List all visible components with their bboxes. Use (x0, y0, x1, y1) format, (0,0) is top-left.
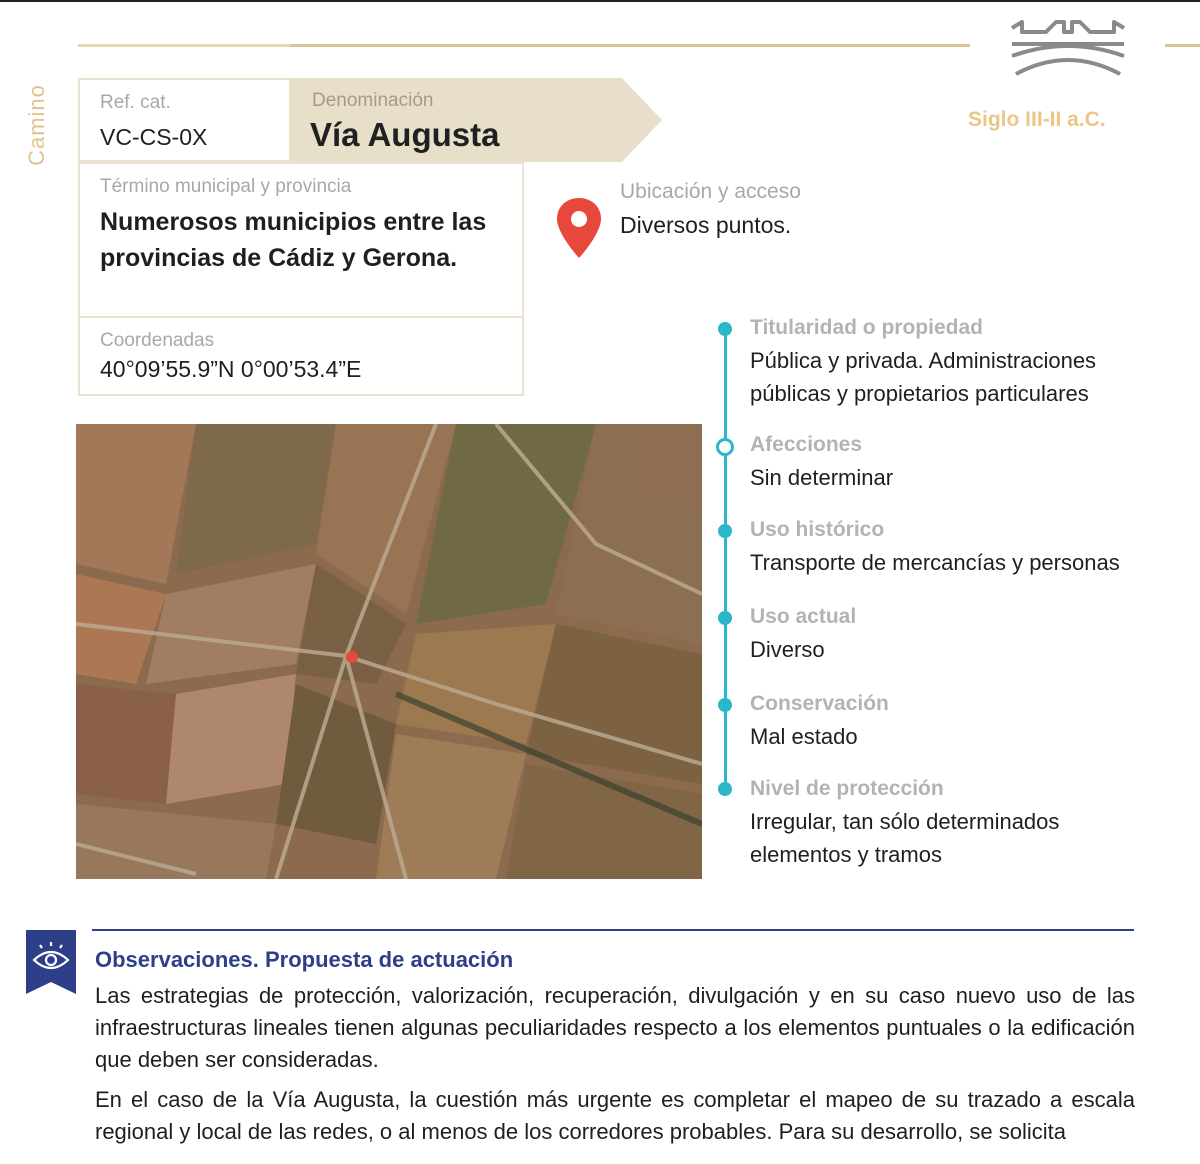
timeline-dot (718, 524, 732, 538)
header-rule-right (1165, 44, 1200, 47)
ref-cat-label: Ref. cat. (100, 92, 171, 113)
ubicacion-block (620, 180, 801, 239)
timeline-dot (718, 611, 732, 625)
denominacion-box (290, 78, 662, 162)
ref-cat-value: VC-CS-0X (100, 124, 208, 150)
observaciones-rule (92, 929, 1134, 931)
top-border (0, 0, 1200, 2)
timeline-dot-hollow (716, 438, 734, 456)
timeline-item-titularidad: Titularidad o propiedad Pública y privada. Administraciones públicas y propietarios particulares (750, 316, 1097, 406)
timeline-dot (718, 782, 732, 796)
timeline-item-uso-historico: Uso histórico Transporte de mercancías y personas (750, 518, 1120, 575)
observaciones-paragraph: Las estrategias de protección, valorización, recuperación, divulgación y en su caso nuevo uso de las infraestructuras lineales tienen algunas peculiaridades respecto a los elementos puntuales o la edificación que deben ser consideradas. (95, 983, 1135, 1072)
observaciones-body (95, 980, 1135, 1156)
timeline-item-proteccion: Nivel de protección Irregular, tan sólo determinados elementos y tramos (750, 777, 1060, 867)
timeline-item-uso-actual: Uso actual Diverso (750, 605, 857, 662)
termino-label: Término municipal y provincia (100, 176, 352, 197)
timeline-item-afecciones: Afecciones Sin determinar (750, 433, 894, 490)
eye-icon (26, 930, 76, 994)
observaciones-title: Observaciones. Propuesta de actuación (95, 947, 514, 972)
ref-cat-box (78, 78, 291, 162)
coordenadas-value: 40°09’55.9”N 0°00’53.4”E (100, 356, 362, 382)
timeline-dot (718, 698, 732, 712)
termino-box (78, 162, 524, 318)
coordenadas-label: Coordenadas (100, 330, 215, 351)
ubicacion-value: Diversos puntos. (620, 212, 792, 238)
denominacion-label: Denominación (312, 90, 434, 111)
category-side-label: Camino (24, 84, 49, 166)
timeline-line (724, 329, 727, 789)
coordenadas-box (78, 316, 524, 396)
header-rule-left (78, 44, 290, 47)
aerial-photo (76, 424, 702, 879)
header-rule-main (290, 44, 970, 47)
ubicacion-label: Ubicación y acceso (620, 180, 801, 203)
century-label: Siglo III-II a.C. (968, 108, 1106, 131)
timeline-item-conservacion: Conservación Mal estado (750, 692, 889, 749)
location-pin-icon (555, 196, 603, 260)
termino-value: Numerosos municipios entre las provincias de Cádiz y Gerona. (100, 208, 487, 272)
bridge-logo-icon (1008, 18, 1128, 78)
denominacion-value: Vía Augusta (310, 116, 500, 153)
timeline-dot (718, 322, 732, 336)
observaciones-paragraph: En el caso de la Vía Augusta, la cuestión más urgente es completar el mapeo de su trazado a escala regional y local de las redes, o al menos de los corredores probables. Para su desarrollo, se solicita (95, 1087, 1135, 1144)
